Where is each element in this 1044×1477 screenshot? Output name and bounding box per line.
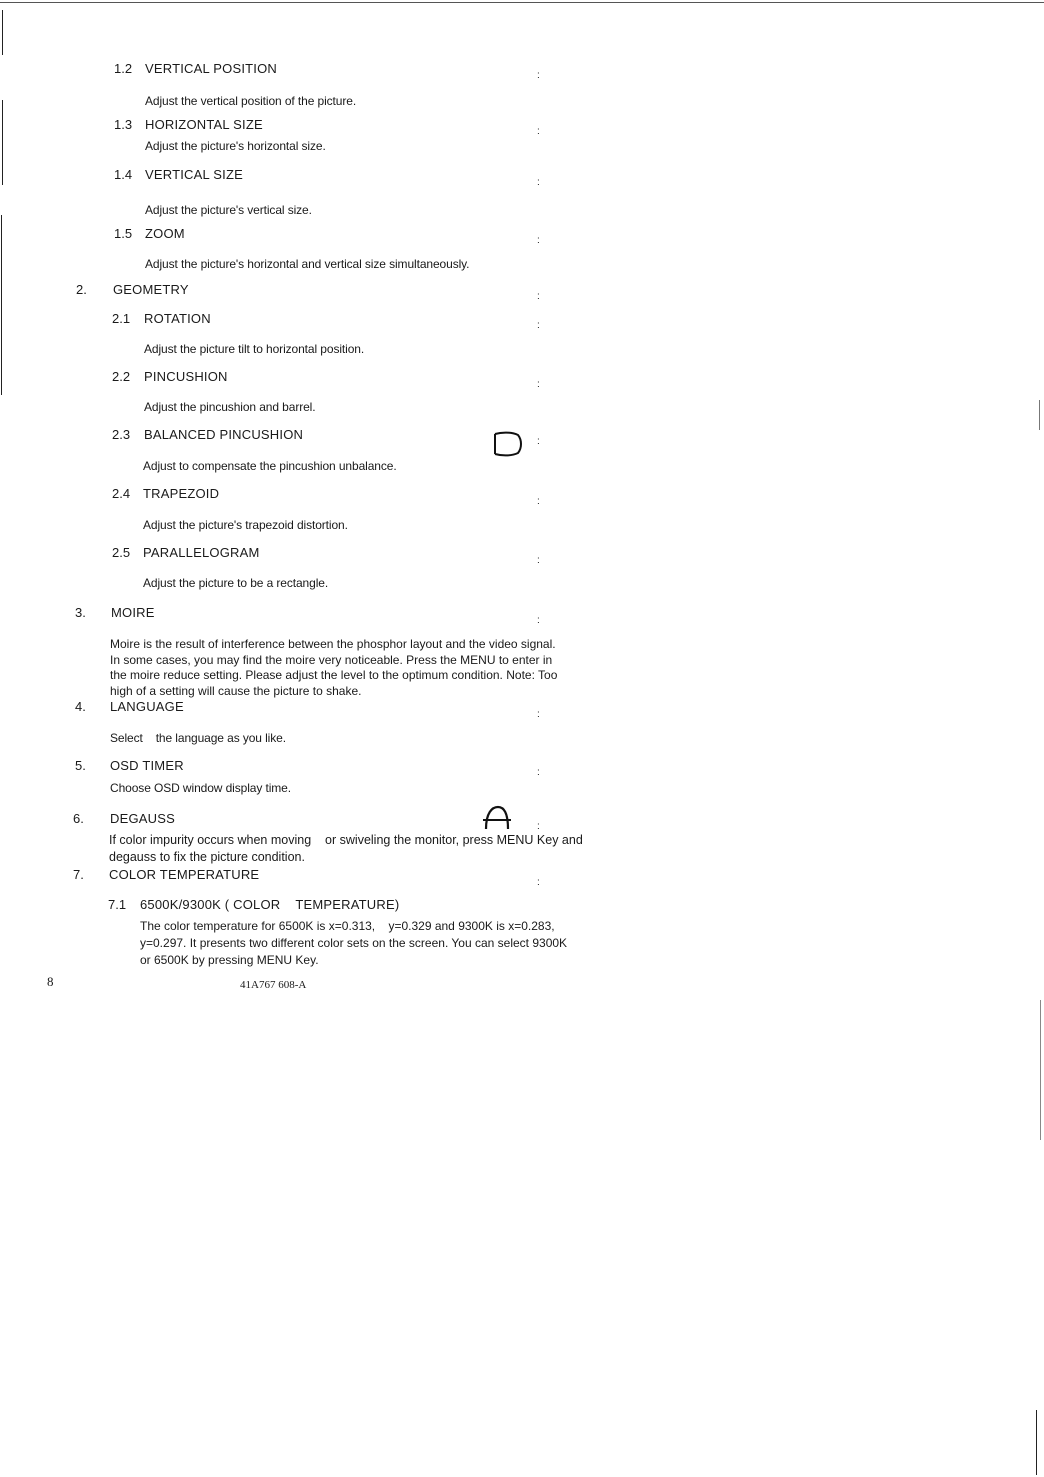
section-number: 1.2 — [114, 61, 133, 76]
section-heading: DEGAUSS — [110, 811, 175, 826]
section-heading: VERTICAL SIZE — [145, 167, 243, 182]
section-number: 1.3 — [114, 117, 133, 132]
section-description: Adjust the picture's trapezoid distortion. — [143, 518, 348, 532]
paragraph-line: Moire is the result of interference between the phosphor layout and the video signal. — [110, 637, 556, 651]
scan-edge-top — [0, 2, 1044, 3]
section-number: 2.4 — [112, 486, 131, 501]
scan-edge-left — [2, 100, 3, 185]
section-description: Adjust the vertical position of the picture. — [145, 94, 357, 108]
colon-mark: : — [537, 436, 540, 447]
section-number: 2.5 — [112, 545, 131, 560]
colon-mark: : — [537, 235, 540, 246]
section-heading: HORIZONTAL SIZE — [145, 117, 263, 132]
section-heading: LANGUAGE — [110, 699, 184, 714]
section-number: 2. — [76, 282, 87, 297]
colon-mark: : — [537, 126, 540, 137]
scan-edge-left — [2, 10, 3, 55]
colon-mark: : — [537, 877, 540, 888]
section-number: 7. — [73, 867, 84, 882]
colon-mark: : — [537, 379, 540, 390]
section-heading: BALANCED PINCUSHION — [144, 427, 304, 442]
paragraph-line: high of a setting will cause the picture to shake. — [110, 683, 362, 698]
section-description: Adjust the pincushion and barrel. — [144, 400, 316, 414]
paragraph-line: If color impurity occurs when moving or swiveling the monitor, press MENU Key and — [109, 833, 583, 847]
section-heading: ZOOM — [145, 226, 185, 241]
colon-mark: : — [537, 821, 540, 832]
colon-mark: : — [537, 177, 540, 188]
paragraph-line: In some cases, you may find the moire very noticeable. Press the MENU to enter in — [110, 652, 553, 667]
section-description: Adjust to compensate the pincushion unbalance. — [143, 459, 397, 473]
colon-mark: : — [537, 291, 540, 302]
section-paragraph — [140, 918, 640, 969]
section-heading: OSD TIMER — [110, 758, 184, 773]
section-heading: PINCUSHION — [144, 369, 228, 384]
section-paragraph — [110, 637, 642, 699]
section-description: Adjust the picture tilt to horizontal position. — [144, 342, 365, 356]
section-heading: 6500K/9300K ( COLOR TEMPERATURE) — [140, 897, 400, 912]
section-number: 3. — [75, 605, 86, 620]
section-heading: VERTICAL POSITION — [145, 61, 277, 76]
section-heading: PARALLELOGRAM — [143, 545, 260, 560]
section-number: 1.4 — [114, 167, 133, 182]
paragraph-line: the moire reduce setting. Please adjust the level to the optimum condition. Note: Too — [110, 668, 558, 682]
balanced-pincushion-icon — [492, 430, 524, 458]
paragraph-line: y=0.297. It presents two different color sets on the screen. You can select 9300K — [140, 936, 568, 950]
degauss-icon — [480, 803, 514, 833]
page-number: 8 — [47, 974, 54, 989]
colon-mark: : — [537, 709, 540, 720]
section-description: Adjust the picture's horizontal size. — [145, 139, 326, 153]
colon-mark: : — [537, 555, 540, 566]
section-number: 2.2 — [112, 369, 131, 384]
paragraph-line: The color temperature for 6500K is x=0.313, y=0.329 and 9300K is x=0.283, — [140, 919, 555, 933]
section-number: 2.1 — [112, 311, 131, 326]
section-heading: ROTATION — [144, 311, 211, 326]
colon-mark: : — [537, 767, 540, 778]
section-heading: GEOMETRY — [113, 282, 189, 297]
scan-edge-right — [1039, 400, 1040, 430]
section-number: 6. — [73, 811, 84, 826]
section-description: Adjust the picture's horizontal and vertical size simultaneously. — [145, 257, 470, 271]
paragraph-line: or 6500K by pressing MENU Key. — [140, 953, 319, 967]
colon-mark: : — [537, 615, 540, 626]
colon-mark: : — [537, 320, 540, 331]
section-paragraph — [109, 832, 641, 865]
colon-mark: : — [537, 496, 540, 507]
colon-mark: : — [537, 70, 540, 81]
section-number: 5. — [75, 758, 86, 773]
section-description: Adjust the picture to be a rectangle. — [143, 576, 329, 590]
scan-edge-right — [1036, 1410, 1037, 1475]
document-code: 41A767 608-A — [240, 979, 307, 991]
section-number: 4. — [75, 699, 86, 714]
section-heading: TRAPEZOID — [143, 486, 220, 501]
section-description: Select the language as you like. — [110, 731, 286, 745]
section-number: 7.1 — [108, 897, 127, 912]
section-heading: MOIRE — [111, 605, 155, 620]
section-number: 1.5 — [114, 226, 133, 241]
section-heading: COLOR TEMPERATURE — [109, 867, 260, 882]
section-number: 2.3 — [112, 427, 131, 442]
section-description: Choose OSD window display time. — [110, 781, 291, 795]
scan-edge-left — [1, 215, 2, 395]
paragraph-line: degauss to fix the picture condition. — [109, 849, 305, 864]
scan-edge-right — [1040, 1000, 1041, 1140]
section-description: Adjust the picture's vertical size. — [145, 203, 312, 217]
